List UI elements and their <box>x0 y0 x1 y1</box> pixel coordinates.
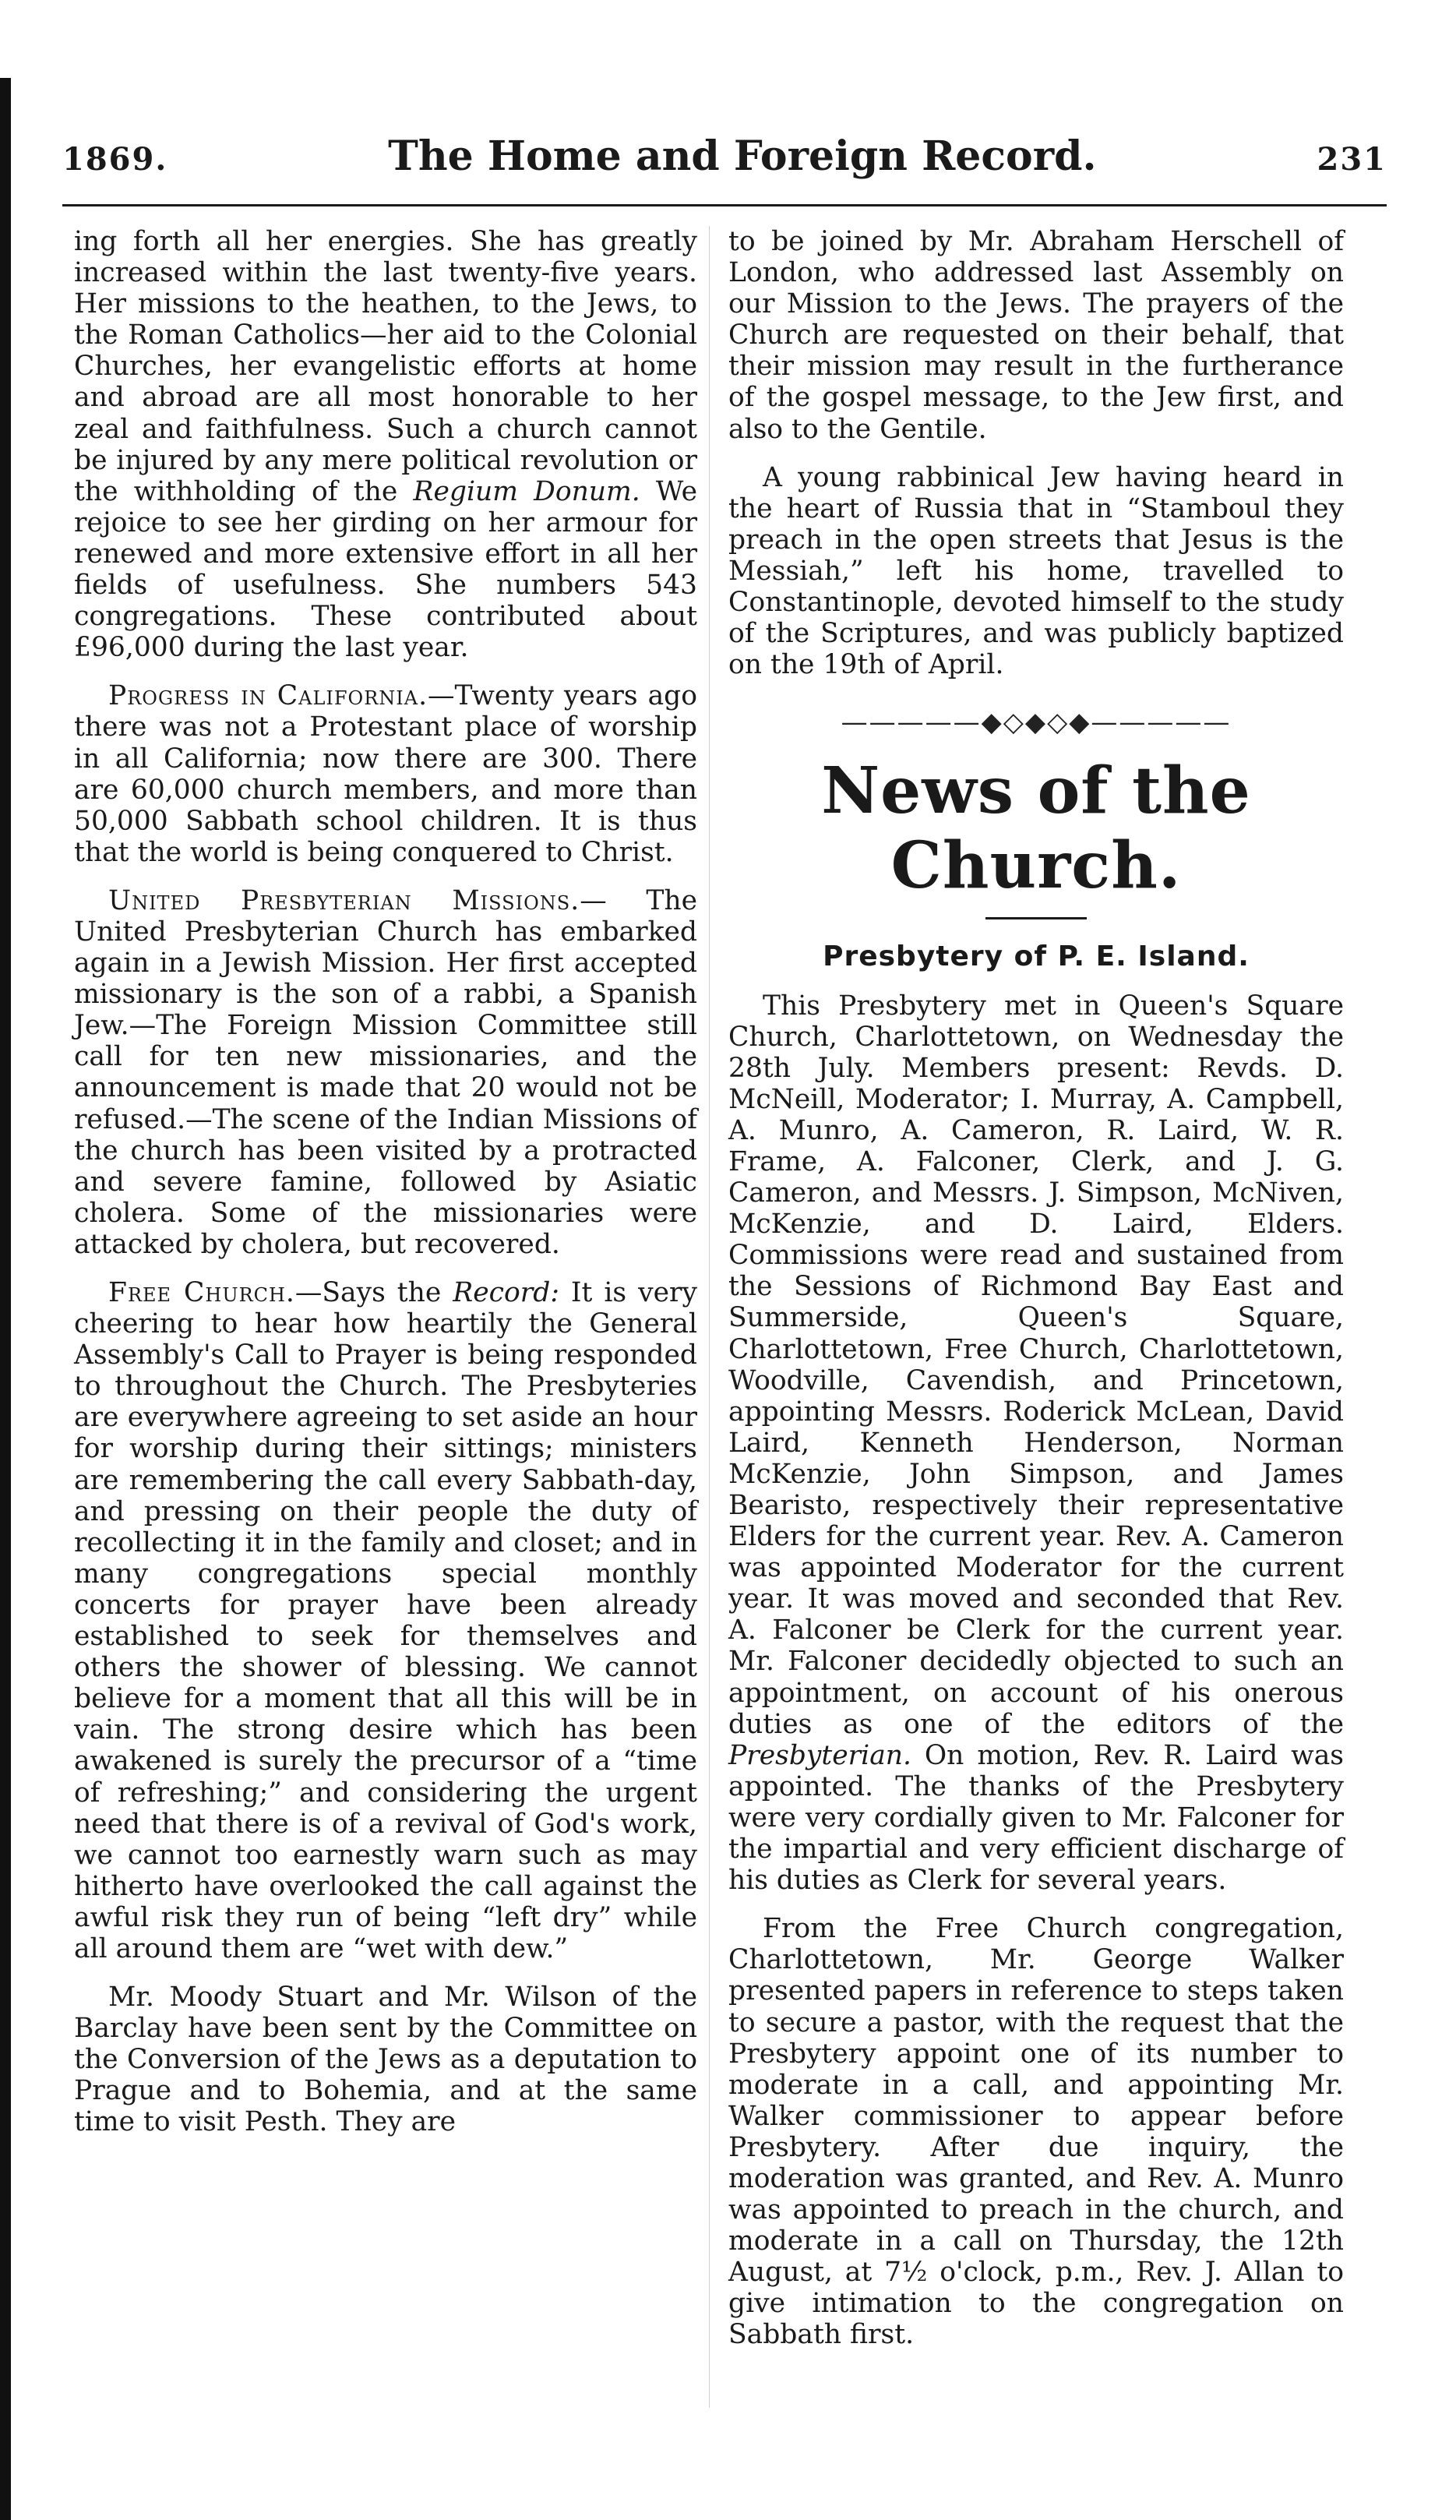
paragraph-moody-stuart: Mr. Moody Stuart and Mr. Wilson of the Barclay have been sent by the Committee on the Conversion of the Jews as a deputation to Prague and to Bohemia, and at the same time to visit Pesth. They are <box>74 1982 697 2138</box>
paragraph-free-church <box>74 1277 697 1964</box>
paragraph-text: This Presbytery met in Queen's Square Church, Charlottetown, on Wednesday the 28th July. Members present: Revds. D. McNeill, Moderator; I. Murray, A. Campbell, A. Munro, A. Cameron, R. Laird, W. R. Frame, A. Falconer, Clerk, and J. G. Cameron, and Messrs. J. Simpson, McNiven, McKenzie, and D. Laird, Elders. Commissions were read and sustained from the Sessions of Richmond Bay East and Summerside, Queen's Square, Charlottetown, Free Church, Charlottetown, Woodville, Cavendish, and Princetown, appointing Messrs. Roderick McLean, David Laird, Kenneth Henderson, Norman McKenzie, John Simpson, and James Bearisto, respectively their representative Elders for the current year. Rev. A. Cameron was appointed Moderator for the current year. It was moved and seconded that Rev. A. Falconer be Clerk for the current year. Mr. Falconer decidedly objected to such an appointment, on account of his onerous duties as one of the editors of the <box>728 990 1344 1740</box>
paragraph-united-presbyterian-missions <box>74 885 697 1260</box>
paragraph-text: —Twenty years ago there was not a Protestant place of worship in all California; now there are 300. There are 60,000 church members, and more than 50,000 Sabbath school children. It is thus that the world is being conquered to Christ. <box>74 680 697 868</box>
title-rule <box>985 917 1087 919</box>
paragraph-text: It is very cheering to hear how heartily the General Assembly's Call to Prayer is being responded to throughout the Church. The Presbyteries are everywhere agreeing to set aside an hour for worship during their sittings; ministers are remembering the call every Sabbath-day, and pressing on their people the duty of recollecting it in the family and closet; and in many congregations special monthly concerts for prayer have been already established to seek for themselves and others the shower of blessing. We cannot believe for a moment that all this will be in vain. The strong desire which has been awakened is surely the precursor of a “time of refreshing;” and considering the urgent need that there is of a revival of God's work, we cannot too earnestly warn such as may hitherto have overlooked the call against the awful risk they run of being “left dry” while all around them are “wet with dew.” <box>74 1277 697 1964</box>
paragraph-heading: Progress in California. <box>108 680 428 712</box>
italic-text: Regium Donum. <box>413 475 640 507</box>
paragraph-heading: United Presbyterian Missions. <box>108 884 580 916</box>
paragraph-progress-california <box>74 680 697 868</box>
paragraph-herschell: to be joined by Mr. Abraham Herschell of London, who addressed last Assembly on our Mission to the Jews. The prayers of the Church are requested on their behalf, that their mission may result in the furtherance of the gospel message, to the Jew first, and also to the Gentile. <box>728 226 1344 445</box>
header-rule <box>62 204 1387 206</box>
header-page-number: 231 <box>1317 141 1387 178</box>
paragraph-text: ing forth all her energies. She has greatly increased within the last twenty-five years. Her missions to the heathen, to the Jews, to the Roman Catholics—her aid to the Colonial Churches, her evangelistic efforts at home and abroad are all most honorable to her zeal and faithfulness. Such a church cannot be injured by any mere political revolution or the withholding of the <box>74 226 697 507</box>
left-column <box>74 226 697 2155</box>
paragraph-rabbinical-jew: A young rabbinical Jew having heard in the heart of Russia that in “Stamboul they preach in the open streets that Jesus is the Messiah,” left his home, travelled to Constantinople, devoted himself to the study of the Scriptures, and was publicly baptized on the 19th of April. <box>728 461 1344 681</box>
paragraph-text: —Says the <box>294 1277 453 1308</box>
paragraph-text: We rejoice to see her girding on her armour for renewed and more extensive effort in all her fields of usefulness. She numbers 543 congregations. These contributed about £96,000 during the last year. <box>74 475 697 664</box>
right-column <box>728 226 1344 2368</box>
header-year: 1869. <box>62 141 168 178</box>
ornamental-divider: —————◆◇◆◇◆————— <box>841 707 1232 739</box>
paragraph-church-energies <box>74 226 697 663</box>
binding-edge <box>0 78 11 2520</box>
paragraph-presbytery-meeting <box>728 990 1344 1897</box>
paragraph-text: — The United Presbyterian Church has embarked again in a Jewish Mission. Her first accepted missionary is the son of a rabbi, a Spanish Jew.—The Foreign Mission Committee still call for ten new missionaries, and the announcement is made that 20 would not be refused.—The scene of the Indian Missions of the church has been visited by a protracted and severe famine, followed by Asiatic cholera. Some of the missionaries were attacked by cholera, but recovered. <box>74 884 697 1260</box>
page-header <box>62 132 1387 195</box>
italic-text: Presbyterian. <box>728 1739 911 1771</box>
sub-title: Presbytery of P. E. Island. <box>823 941 1250 973</box>
column-divider <box>709 226 710 2408</box>
paragraph-heading: Free Church. <box>108 1277 295 1308</box>
paragraph-free-church-congregation: From the Free Church congregation, Charlottetown, Mr. George Walker presented papers in reference to steps taken to secure a pastor, with the request that the Presbytery appoint one of its number to moderate in a call, and appointing Mr. Walker commissioner to appear before Presbytery. After due inquiry, the moderation was granted, and Rev. A. Munro was appointed to preach in the church, and moderate in a call on Thursday, the 12th August, at 7½ o'clock, p.m., Rev. J. Allan to give intimation to the congregation on Sabbath first. <box>728 1913 1344 2351</box>
section-title: News of the Church. <box>821 754 1251 904</box>
italic-text: Record: <box>453 1277 559 1308</box>
paragraph-text: On motion, Rev. R. Laird was appointed. The thanks of the Presbytery were very cordially given to Mr. Falconer for the impartial and very efficient discharge of his duties as Clerk for several years. <box>728 1739 1344 1897</box>
header-masthead: The Home and Foreign Record. <box>388 132 1097 180</box>
